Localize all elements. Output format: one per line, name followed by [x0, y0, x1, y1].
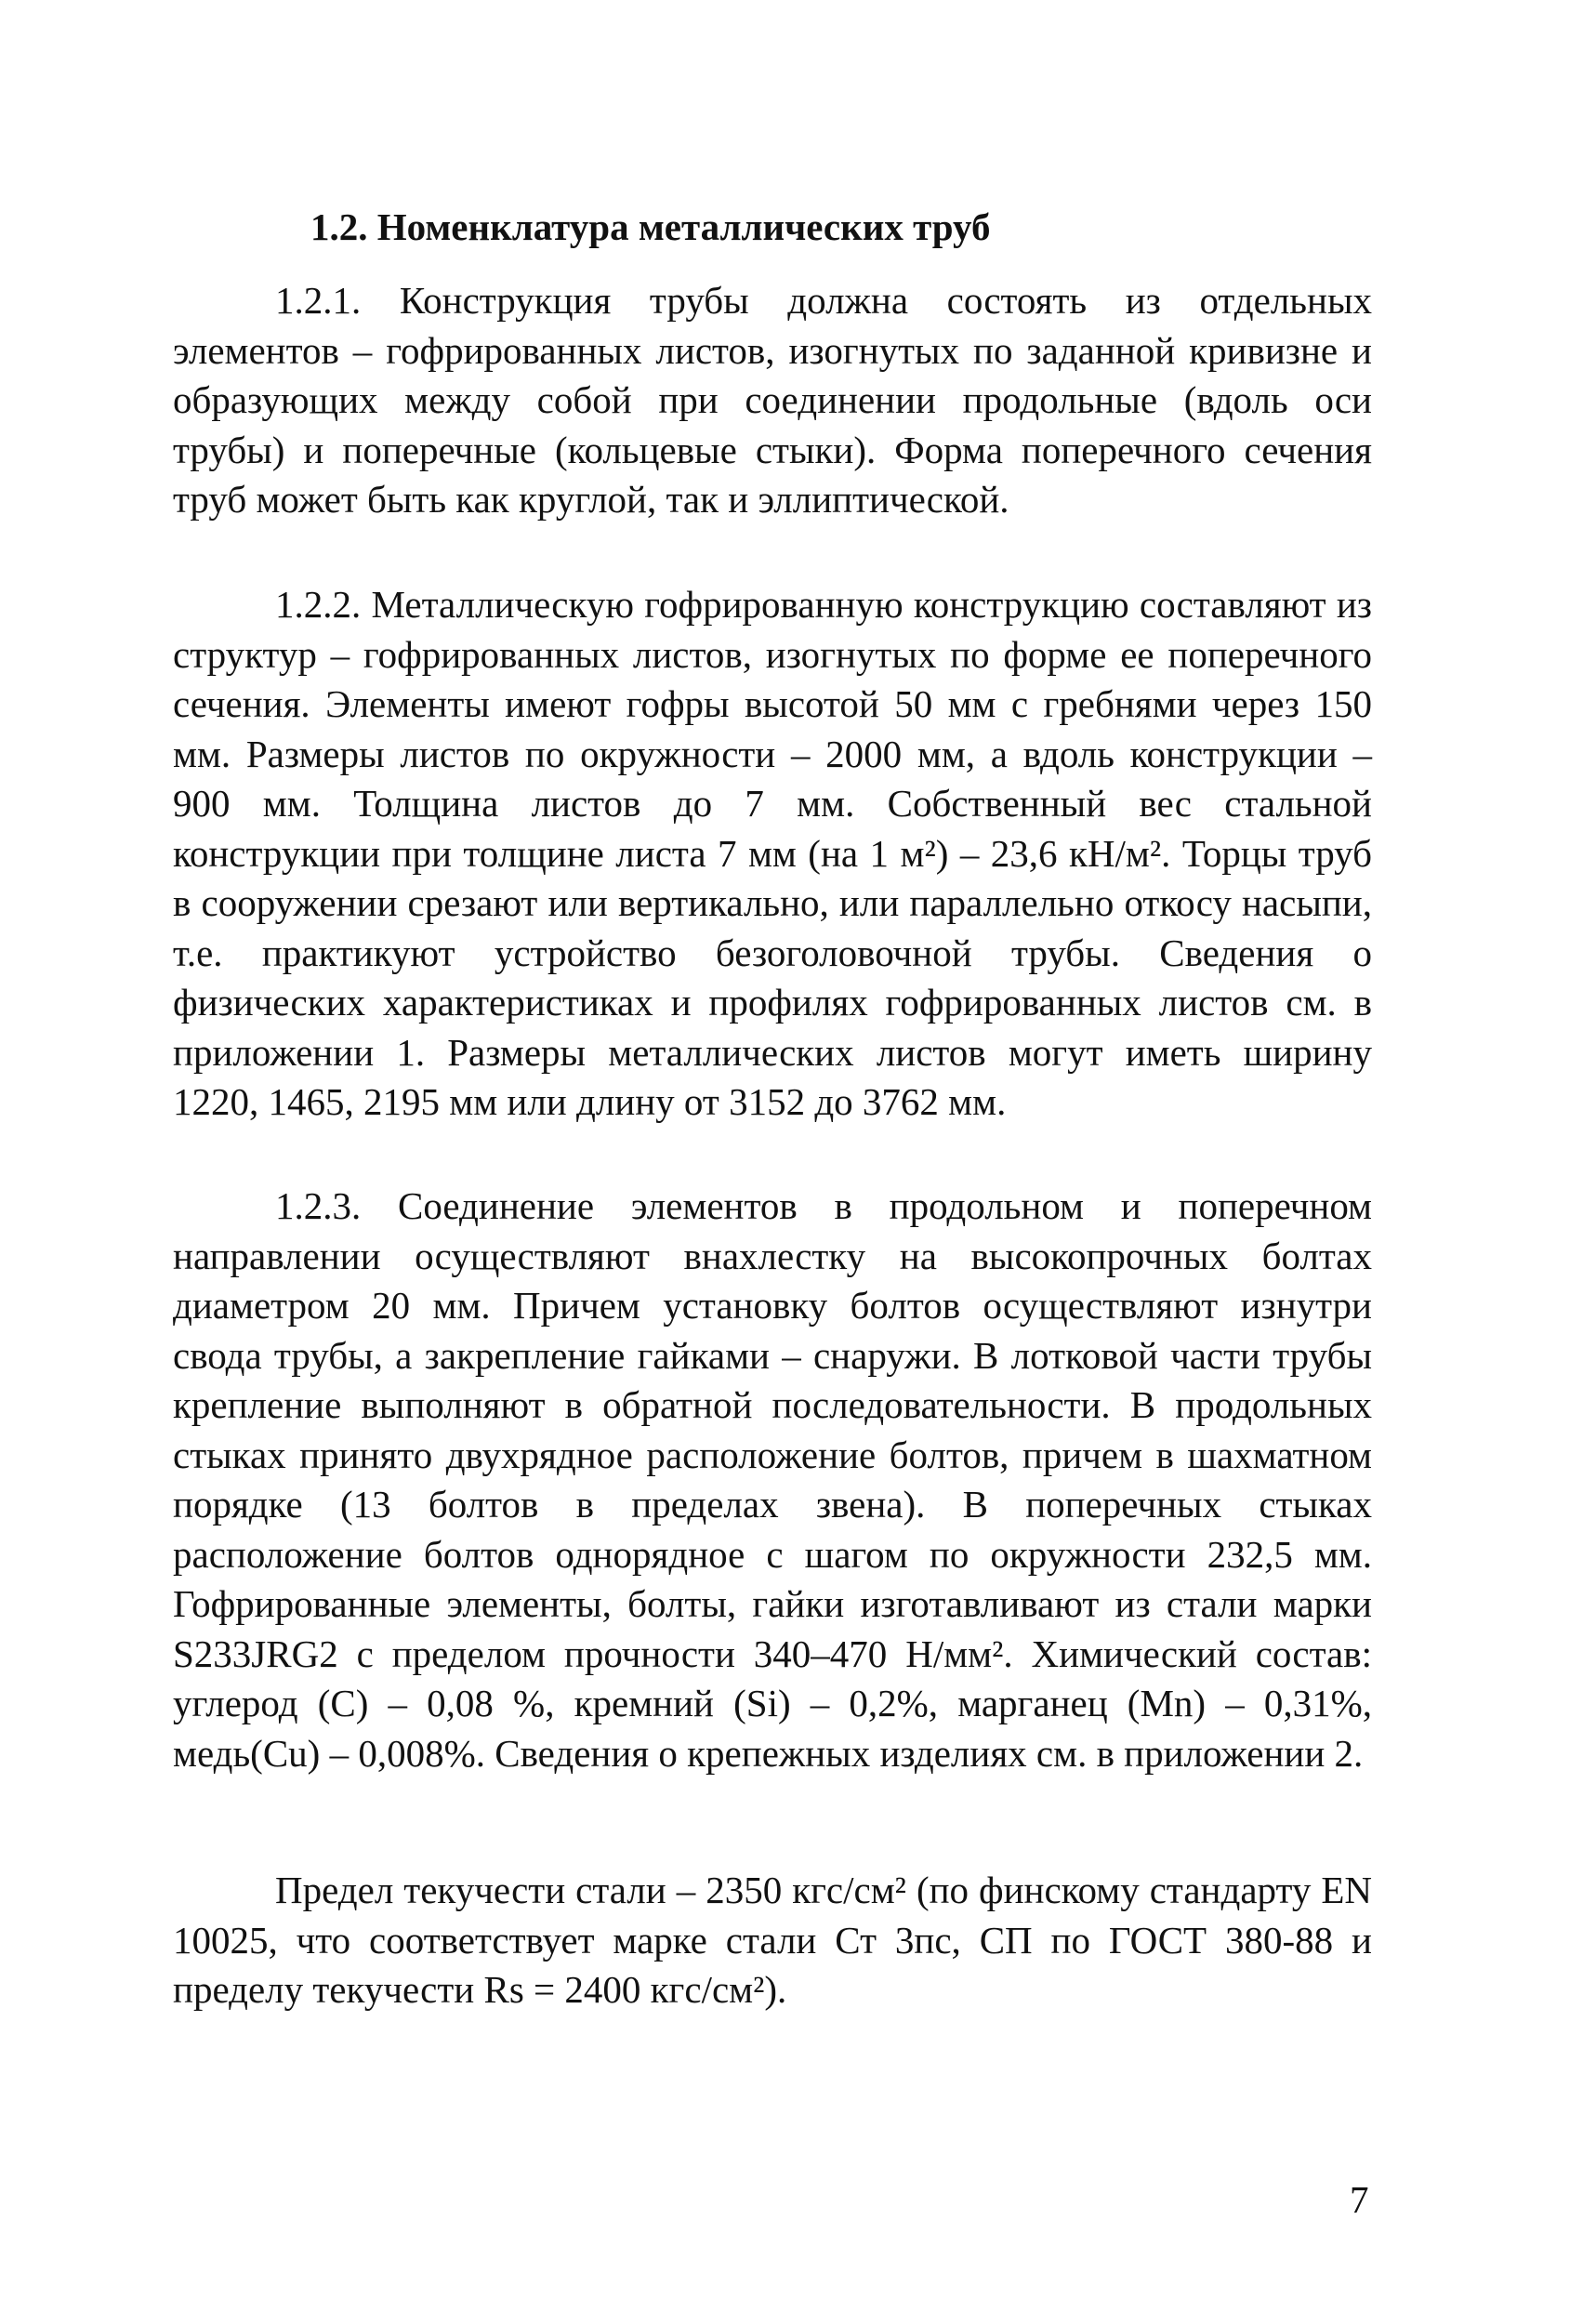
- paragraph-1-2-1: 1.2.1. Конструкция трубы должна состоять из отдельных элементов – гофрированных листов, изогнутых по заданной кривизне и образующих между собой при соединении продольные (вдоль оси трубы) и поперечные (кольцевые стыки). Форма поперечного сечения труб может быть как круглой, так и эллиптической.: [173, 279, 1372, 521]
- section-heading: 1.2. Номенклатура металлических труб: [310, 205, 991, 248]
- paragraph-1-2-2: 1.2.2. Металлическую гофрированную конструкцию составляют из структур – гофрированных листов, изогнутых по форме ее поперечного сечения. Элементы имеют гофры высотой 50 мм с гребнями через 150 мм. Размеры листов по окружности – 2000 мм, а вдоль конструкции – 900 мм. Толщина листов до 7 мм. Собственный вес стальной конструкции при толщине листа 7 мм (на 1 м²) – 23,6 кН/м². Торцы труб в сооружении срезают или вертикально, или параллельно откосу насыпи, т.е. практикуют устройство безоголовочной трубы. Сведения о физических характеристиках и профилях гофрированных листов см. в приложении 1. Размеры металлических листов могут иметь ширину 1220, 1465, 2195 мм или длину от 3152 до 3762 мм.: [173, 583, 1372, 1123]
- paragraph-yield-strength: Предел текучести стали – 2350 кгс/см² (по финскому стандарту EN 10025, что соответствует марке стали Ст 3пс, СП по ГОСТ 380-88 и пределу текучести Rs = 2400 кгс/см²).: [173, 1869, 1372, 2011]
- page-number: 7: [1350, 2178, 1369, 2221]
- paragraph-1-2-3: 1.2.3. Соединение элементов в продольном и поперечном направлении осуществляют внахлестку на высокопрочных болтах диаметром 20 мм. Причем установку болтов осуществляют изнутри свода трубы, а закрепление гайками – снаружи. В лотковой части трубы крепление выполняют в обратной последовательности. В продольных стыках принято двухрядное расположение болтов, причем в шахматном порядке (13 болтов в пределах звена). В поперечных стыках расположение болтов однорядное с шагом по окружности 232,5 мм. Гофрированные элементы, болты, гайки изготавливают из стали марки S233JRG2 с пределом прочности 340–470 Н/мм². Химический состав: углерод (С) – 0,08 %, кремний (Si) – 0,2%, марганец (Mn) – 0,31%, медь(Cu) – 0,008%. Сведения о крепежных изделиях см. в приложении 2.: [173, 1184, 1372, 1775]
